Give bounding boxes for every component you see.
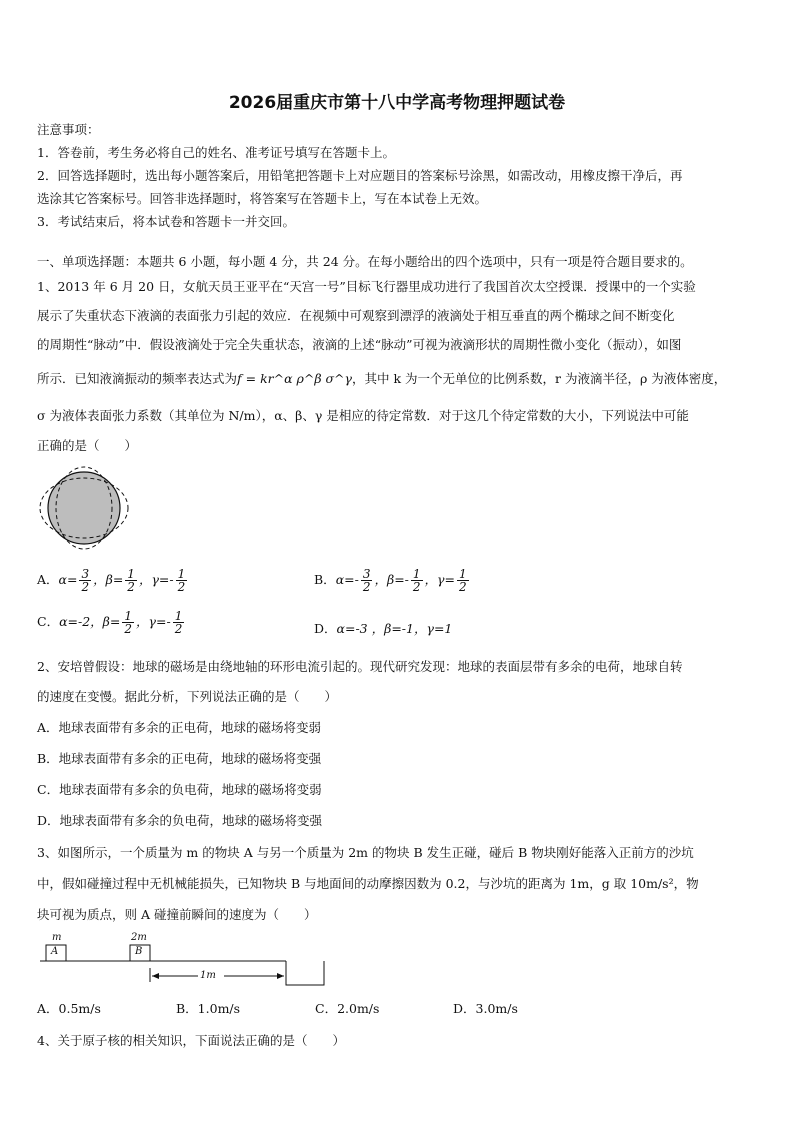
- q1-line-4-a: 所示．已知液滴振动的频率表达式为: [37, 371, 238, 386]
- q2-line-2: 的速度在变慢。据此分析，下列说法正确的是（ ）: [37, 689, 338, 704]
- notice-item-2: 2．回答选择题时，选出每小题答案后，用铅笔把答题卡上对应题目的答案标号涂黑，如需改动，用橡皮擦干净后，再: [37, 168, 683, 183]
- q2-option-d[interactable]: D．地球表面带有多余的负电荷，地球的磁场将变强: [37, 813, 323, 828]
- block-b-label: B: [135, 946, 143, 957]
- denominator: 2: [127, 580, 135, 594]
- q1-line-3: 的周期性“脉动”中．假设液滴处于完全失重状态，液滴的上述“脉动”可视为液滴形状的周期性微小变化（振动），如图: [37, 337, 682, 352]
- fraction: [457, 568, 469, 593]
- dim-arrow-left: [152, 973, 159, 979]
- denominator: 2: [124, 622, 133, 636]
- fraction: [79, 568, 91, 593]
- denominator: 2: [412, 580, 421, 594]
- q3-option-c[interactable]: C．2.0m/s: [315, 1001, 380, 1016]
- q1-line-4: [37, 369, 726, 387]
- mass-label-m: m: [52, 932, 62, 943]
- notice-heading: 注意事项：: [37, 122, 100, 137]
- q1-line-2: 展示了失重状态下液滴的表面张力引起的效应．在视频中可观察到漂浮的液滴处于相互垂直的两个椭球之间不断变化: [37, 308, 675, 323]
- gamma-term: ，γ=: [424, 572, 455, 587]
- q3-line-1: 3、如图所示，一个质量为 m 的物块 A 与另一个质量为 2m 的物块 B 发生正碰，碰后 B 物块刚好能落入正前方的沙坑: [37, 845, 694, 860]
- alpha-term: α=-: [335, 572, 359, 587]
- frequency-formula: f = kr^α ρ^β σ^γ: [237, 371, 352, 386]
- option-label: D．: [314, 621, 337, 636]
- q1-option-a[interactable]: [37, 568, 189, 593]
- numerator: 1: [127, 567, 135, 581]
- q1-option-b[interactable]: [314, 568, 471, 593]
- page-title: 2026届重庆市第十八中学高考物理押题试卷: [228, 93, 566, 113]
- numerator: 3: [81, 567, 90, 581]
- beta-term: ，β=: [93, 572, 124, 587]
- q4-line-1: 4、关于原子核的相关知识，下面说法正确的是（ ）: [37, 1033, 345, 1048]
- mass-label-2m: 2m: [131, 932, 147, 943]
- q1-line-4-b: ，其中 k 为一个无单位的比例系数，r 为液滴半径，ρ 为液体密度，: [352, 371, 727, 386]
- q1-line-6: 正确的是（ ）: [37, 438, 138, 453]
- q3-option-a[interactable]: A．0.5m/s: [37, 1001, 101, 1016]
- numerator: 3: [362, 567, 371, 581]
- option-text: α=-3 ，β=-1，γ=1: [336, 621, 453, 636]
- numerator: 1: [174, 609, 183, 623]
- collision-diagram: [38, 930, 338, 992]
- notice-item-1: 1．答卷前，考生务必将自己的姓名、准考证号填写在答题卡上。: [37, 145, 395, 160]
- notice-item-2-cont: 选涂其它答案标号。回答非选择题时，将答案写在答题卡上，写在本试卷上无效。: [37, 191, 488, 206]
- q2-option-a[interactable]: A．地球表面带有多余的正电荷，地球的磁场将变弱: [37, 720, 322, 735]
- block-a-label: A: [51, 946, 59, 957]
- droplet-circle: [48, 472, 120, 544]
- droplet-figure: [38, 466, 130, 550]
- q2-line-1: 2、安培曾假设：地球的磁场是由绕地轴的环形电流引起的。现代研究发现：地球的表面层带有多余的电荷，地球自转: [37, 659, 683, 674]
- beta-term: ，β=-: [374, 572, 409, 587]
- gamma-term: ，γ=-: [136, 614, 171, 629]
- q2-option-c[interactable]: C．地球表面带有多余的负电荷，地球的磁场将变弱: [37, 782, 322, 797]
- collision-figure: [38, 930, 338, 992]
- dim-arrow-right: [277, 973, 284, 979]
- gamma-term: ，γ=-: [138, 572, 174, 587]
- fraction: [411, 568, 423, 593]
- alpha-term: α=: [58, 572, 78, 587]
- q3-option-b[interactable]: B．1.0m/s: [176, 1001, 241, 1016]
- notice-item-3: 3．考试结束后，将本试卷和答题卡一并交回。: [37, 214, 295, 229]
- numerator: 1: [177, 567, 186, 581]
- alpha-beta-term: α=-2，β=: [59, 614, 121, 629]
- fraction: [125, 568, 137, 593]
- denominator: 2: [81, 580, 90, 594]
- fraction: [176, 568, 188, 593]
- numerator: 1: [124, 609, 133, 623]
- q3-line-3: 块可视为质点，则 A 碰撞前瞬间的速度为（ ）: [37, 907, 317, 922]
- q1-option-c[interactable]: [37, 610, 186, 635]
- denominator: 2: [459, 580, 467, 594]
- q1-line-1: 1、2013 年 6 月 20 日，女航天员王亚平在“天宫一号”目标飞行器里成功进行了我国首次太空授课．授课中的一个实验: [37, 279, 696, 294]
- q2-option-b[interactable]: B．地球表面带有多余的正电荷，地球的磁场将变强: [37, 751, 322, 766]
- q3-option-d[interactable]: D．3.0m/s: [453, 1001, 518, 1016]
- option-label: C．: [37, 614, 60, 629]
- numerator: 1: [459, 567, 467, 581]
- denominator: 2: [362, 580, 371, 594]
- fraction: [173, 610, 185, 635]
- section-heading: 一、单项选择题：本题共 6 小题，每小题 4 分，共 24 分。在每小题给出的四个选项中，只有一项是符合题目要求的。: [37, 254, 693, 269]
- sand-pit: [286, 961, 324, 985]
- option-label: B．: [314, 572, 336, 587]
- distance-label: 1m: [200, 970, 216, 981]
- fraction: [361, 568, 373, 593]
- denominator: 2: [174, 622, 183, 636]
- denominator: 2: [177, 580, 186, 594]
- numerator: 1: [412, 567, 421, 581]
- fraction: [122, 610, 134, 635]
- q3-line-2: 中，假如碰撞过程中无机械能损失，已知物块 B 与地面间的动摩擦因数为 0.2，与沙坑的距离为 1m，g 取 10m/s²，物: [37, 876, 699, 891]
- q1-line-5: σ 为液体表面张力系数（其单位为 N/m），α、β、γ 是相应的待定常数．对于这几个待定常数的大小，下列说法中可能: [37, 408, 689, 423]
- option-label: A．: [37, 572, 59, 587]
- q1-option-d[interactable]: [314, 619, 452, 637]
